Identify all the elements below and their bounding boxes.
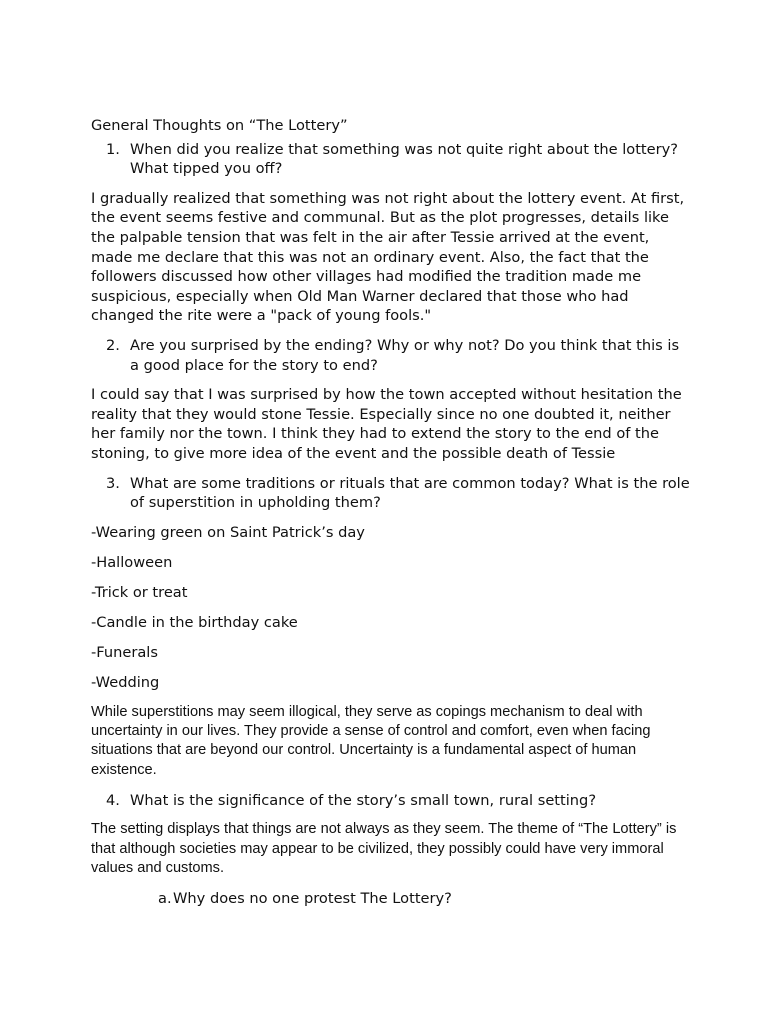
question-number: 2.	[106, 336, 120, 354]
question-text: What are some traditions or rituals that are common today? What is the role of superstition in upholding them?	[130, 474, 690, 512]
question-text: What is the significance of the story’s small town, rural setting?	[130, 791, 597, 809]
answer-3: While superstitions may seem illogical, they serve as copings mechanism to deal with uncertainty in our lives. They provide a sense of control and comfort, even when facing situations that are beyond our control. Uncertainty is a fundamental aspect of human existence.	[91, 703, 651, 778]
question-3	[91, 474, 691, 513]
question-number: 4.	[106, 791, 120, 809]
question-text: When did you realize that something was not quite right about the lottery? What tipped you off?	[130, 140, 679, 178]
question-number: a.	[158, 889, 172, 907]
question-1	[91, 140, 691, 179]
answer-4: The setting displays that things are not always as they seem. The theme of “The Lottery” is that although societies may appear to be civilized, they possibly could have very immoral values and customs.	[91, 821, 677, 877]
answer-1: I gradually realized that something was not right about the lottery event. At first, the event seems festive and communal. But as the plot progresses, details like the palpable tension that was felt in the air after Tessie arrived at the event, made me declare that this was not an ordinary event. Also, the fact that the followers discussed how other villages had modified the tradition made me suspicious, especially when Old Man Warner declared that those who had changed the rite were a "pack of young fools."	[91, 189, 685, 325]
tradition-item: -Trick or treat	[91, 583, 188, 601]
document-page	[91, 116, 691, 918]
tradition-item: -Wedding	[91, 673, 160, 691]
answer-2: I could say that I was surprised by how the town accepted without hesitation the reality that they would stone Tessie. Especially since no one doubted it, neither her family nor the town. I think they had to extend the story to the end of the stoning, to give more idea of the event and the possible death of Tessie	[91, 386, 682, 462]
document-title: General Thoughts on “The Lottery”	[91, 117, 348, 134]
tradition-item: -Wearing green on Saint Patrick’s day	[91, 523, 365, 541]
question-number: 1.	[106, 140, 120, 158]
question-4	[91, 791, 691, 811]
question-2	[91, 336, 691, 375]
question-text: Are you surprised by the ending? Why or why not? Do you think that this is a good place for the story to end?	[130, 336, 680, 374]
tradition-item: -Halloween	[91, 553, 173, 571]
question-number: 3.	[106, 474, 120, 492]
tradition-item: -Funerals	[91, 643, 158, 661]
tradition-item: -Candle in the birthday cake	[91, 613, 298, 631]
question-text: Why does no one protest The Lottery?	[173, 889, 452, 907]
question-4a	[91, 889, 691, 909]
